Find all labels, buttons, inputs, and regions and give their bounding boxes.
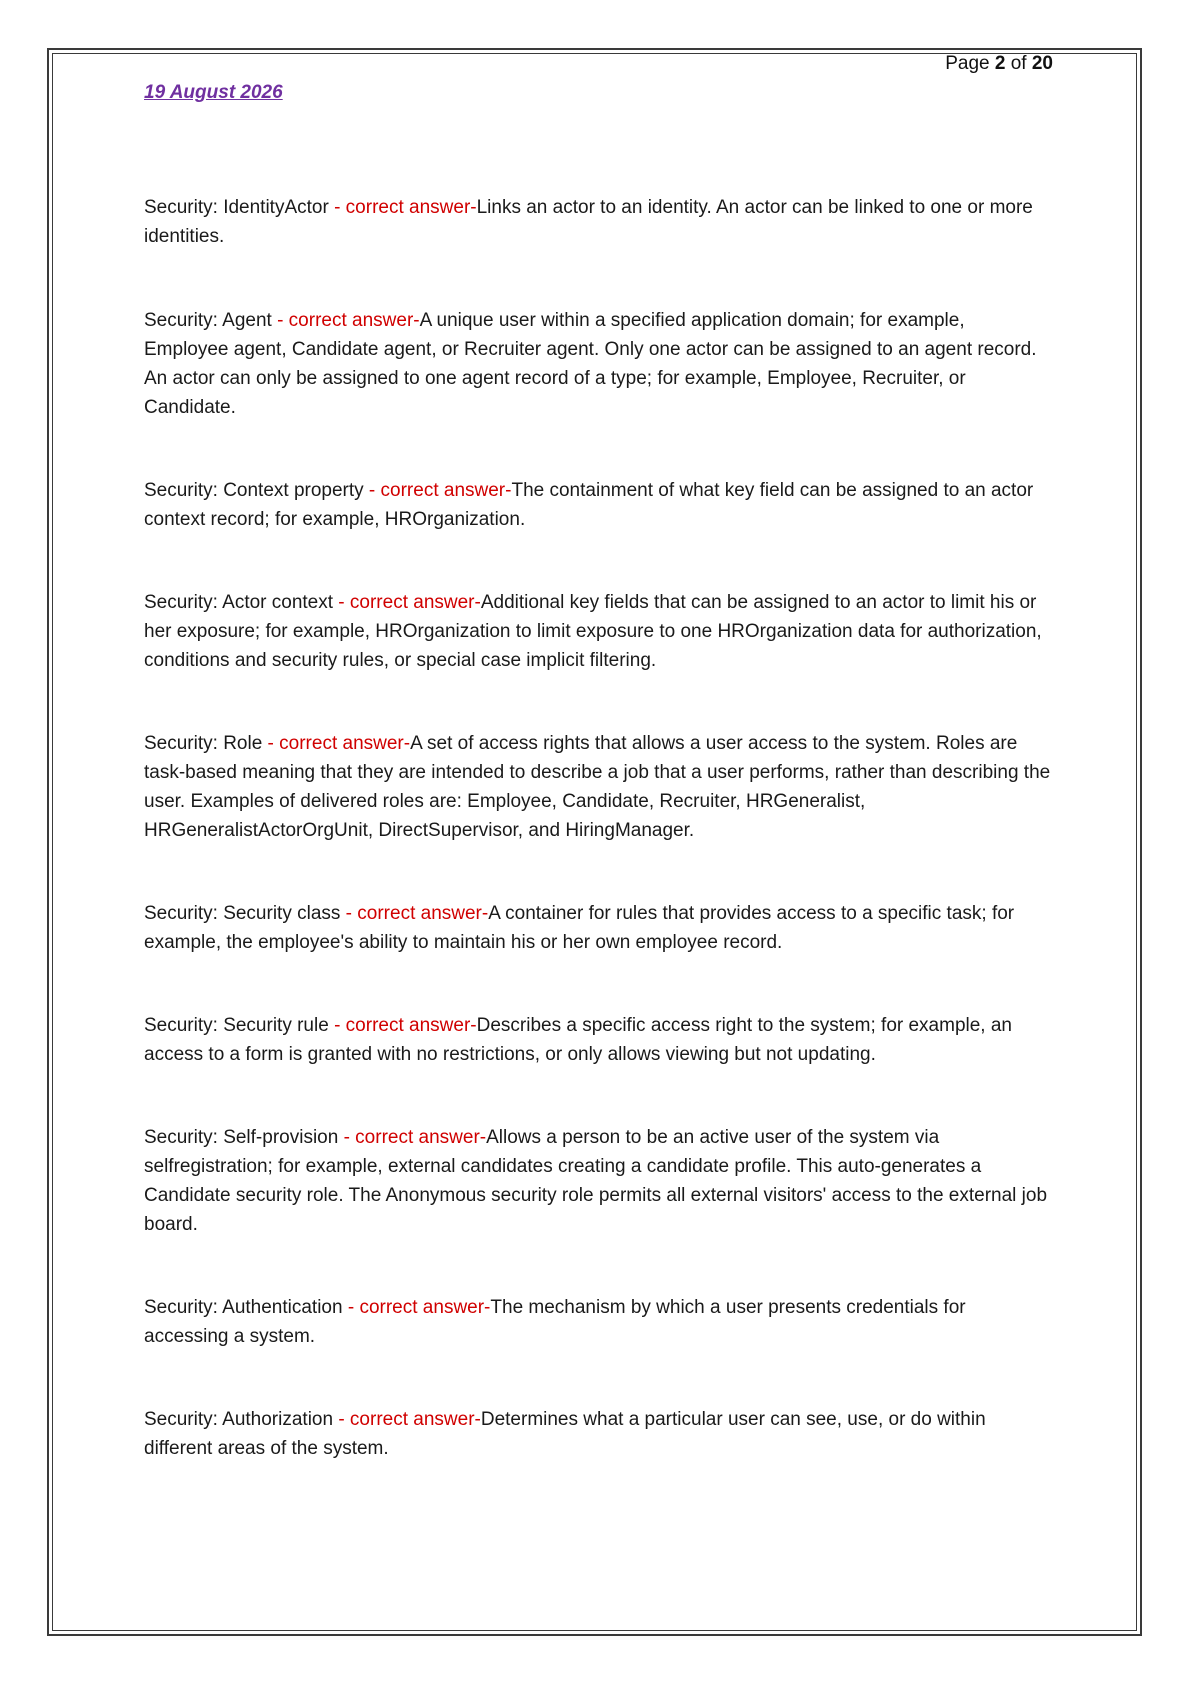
entry-definition: A container for rules that provides access to a specific task; for example, the employee's ability to maintain his or her own employee record. bbox=[144, 903, 1015, 953]
page-total: 20 bbox=[1031, 53, 1053, 74]
entry-definition: The containment of what key field can be assigned to an actor context record; for example, HROrganization. bbox=[144, 480, 1034, 530]
entry-term: Security: Role bbox=[144, 733, 263, 754]
correct-answer-separator: - correct answer- bbox=[363, 480, 512, 501]
entry-definition: Links an actor to an identity. An actor can be linked to one or more identities. bbox=[144, 197, 1033, 247]
entry-term: Security: Actor context bbox=[144, 592, 334, 613]
entry-term: Security: IdentityActor bbox=[144, 197, 329, 218]
correct-answer-separator: - correct answer- bbox=[328, 197, 477, 218]
entry-item bbox=[144, 1011, 1054, 1069]
correct-answer-separator: - correct answer- bbox=[340, 903, 489, 924]
entry-definition: The mechanism by which a user presents credentials for accessing a system. bbox=[144, 1297, 966, 1347]
correct-answer-separator: - correct answer- bbox=[262, 733, 411, 754]
correct-answer-separator: - correct answer- bbox=[342, 1297, 491, 1318]
entry-definition: Allows a person to be an active user of the system via selfregistration; for example, external candidates creating a candidate profile. This auto-generates a Candidate security role. The Anonymous security role permits all external visitors' access to the external job board. bbox=[144, 1127, 1048, 1235]
correct-answer-separator: - correct answer- bbox=[333, 592, 481, 613]
entry-definition: Additional key fields that can be assigned to an actor to limit his or her exposure; for example, HROrganization to limit exposure to one HROrganization data for authorization, conditions and security rules, or special case implicit filtering. bbox=[144, 592, 1042, 671]
entry-term: Security: Context property bbox=[144, 480, 364, 501]
page-number bbox=[945, 53, 1053, 75]
page-current: 2 bbox=[994, 53, 1006, 74]
entry-term: Security: Security class bbox=[144, 903, 341, 924]
entry-item bbox=[144, 729, 1054, 845]
correct-answer-separator: - correct answer- bbox=[328, 1015, 477, 1036]
entry-term: Security: Authentication bbox=[144, 1297, 343, 1318]
entry-item bbox=[144, 193, 1054, 251]
correct-answer-separator: - correct answer- bbox=[338, 1127, 487, 1148]
document-date[interactable]: 19 August 2026 bbox=[144, 82, 283, 103]
correct-answer-separator: - correct answer- bbox=[333, 1409, 481, 1430]
entry-term: Security: Security rule bbox=[144, 1015, 329, 1036]
entry-definition: Determines what a particular user can see, use, or do within different areas of the system. bbox=[144, 1409, 986, 1459]
entry-definition: A unique user within a specified application domain; for example, Employee agent, Candidate agent, or Recruiter agent. Only one actor can be assigned to an agent record. An actor can only be assigned to one agent record of a type; for example, Employee, Recruiter, or Candidate. bbox=[144, 310, 1037, 418]
page-prefix: Page bbox=[945, 53, 990, 74]
entry-item bbox=[144, 1123, 1054, 1239]
entry-term: Security: Agent bbox=[144, 310, 272, 331]
entry-list bbox=[144, 193, 1054, 1463]
entry-item bbox=[144, 476, 1054, 534]
entry-item bbox=[144, 306, 1054, 422]
entry-item bbox=[144, 1293, 1054, 1351]
page-of: of bbox=[1010, 53, 1027, 74]
entry-item bbox=[144, 899, 1054, 957]
entry-definition: Describes a specific access right to the system; for example, an access to a form is granted with no restrictions, or only allows viewing but not updating. bbox=[144, 1015, 1012, 1065]
entry-item bbox=[144, 588, 1054, 675]
correct-answer-separator: - correct answer- bbox=[271, 310, 420, 331]
entry-definition: A set of access rights that allows a user access to the system. Roles are task-based meaning that they are intended to describe a job that a user performs, rather than describing the user. Examples of delivered roles are: Employee, Candidate, Recruiter, HRGeneralist, HRGeneralistActorOrgUnit, DirectSupervisor, and HiringManager. bbox=[144, 733, 1051, 841]
entry-term: Security: Authorization bbox=[144, 1409, 334, 1430]
entry-item bbox=[144, 1405, 1054, 1463]
entry-term: Security: Self-provision bbox=[144, 1127, 339, 1148]
